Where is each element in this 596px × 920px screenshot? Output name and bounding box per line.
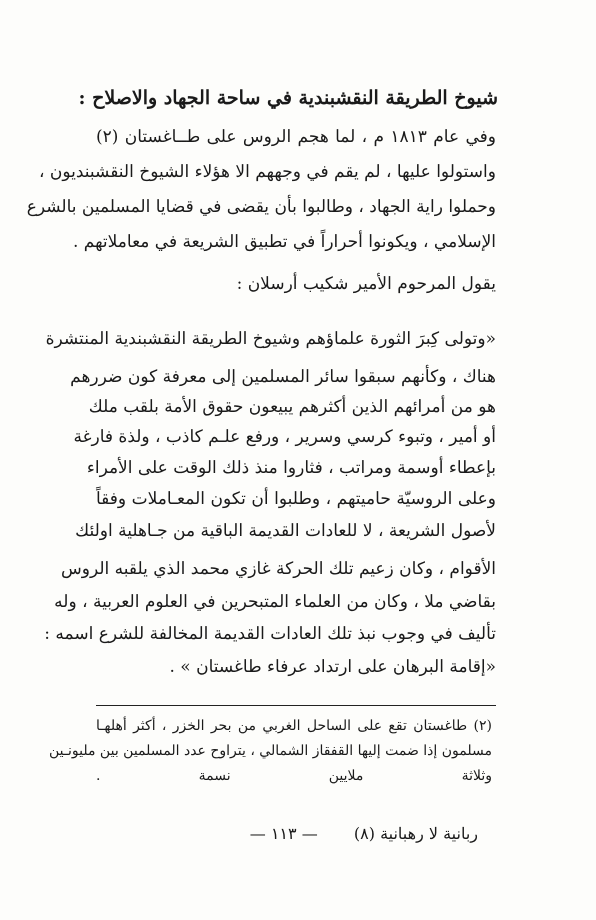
- quote-line: هو من أمرائهم الذين أكثرهم يبيعون حقوق الأمة بلقب ملك: [88, 397, 496, 417]
- book-title: ربانية لا رهبانية (٨): [353, 824, 478, 843]
- paragraph-line: وفي عام ١٨١٣ م ، لما هجم الروس على طــاغستان (٢): [96, 127, 496, 147]
- section-heading: شيوخ الطريقة النقشبندية في ساحة الجهاد والاصلاح :: [78, 87, 498, 109]
- quote-intro: يقول المرحوم الأمير شكيب أرسلان :: [236, 274, 496, 294]
- quote-line: الأقوام ، وكان زعيم تلك الحركة غازي محمد الذي يلقبه الروس: [60, 559, 496, 579]
- paragraph-line: واستولوا عليها ، لم يقم في وجههم الا هؤلاء الشيوخ النقشبنديون ،: [38, 162, 496, 182]
- paragraph-line: الإسلامي ، ويكونوا أحراراً في تطبيق الشريعة في معاملاتهم .: [72, 232, 496, 252]
- quote-line: بإعطاء أوسمة ومراتب ، فثاروا منذ ذلك الوقت على الأمراء: [86, 458, 496, 478]
- page-number: — ١١٣ —: [249, 824, 318, 843]
- quote-line: تأليف في وجوب نبذ تلك العادات القديمة المخالفة للشرع اسمه :: [44, 624, 496, 644]
- quote-line: لأصول الشريعة ، لا للعادات القديمة الباقية من جـاهلية اولئك: [75, 521, 496, 541]
- paragraph-line: وحملوا راية الجهاد ، وطالبوا بأن يقضى في قضايا المسلمين بالشرع: [26, 197, 496, 217]
- quote-line: بقاضي ملا ، وكان من العلماء المتبحرين في العلوم العربية ، وله: [54, 592, 496, 612]
- footnote-divider: [96, 705, 496, 706]
- quote-line: «وتولى كِبرَ الثورة علماؤهم وشيوخ الطريقة النقشبندية المنتشرة: [45, 329, 496, 349]
- quote-line: هناك ، وكأنهم سبقوا سائر المسلمين إلى معرفة كون ضررهم: [70, 367, 496, 387]
- quote-line: أو أمير ، وتبوء كرسي وسرير ، ورفع علـم كاذب ، ولذة فارغة: [73, 427, 496, 447]
- quote-line: «إقامة البرهان على ارتداد عرفاء طاغستان » .: [169, 657, 496, 677]
- footnote-line: (٢) طاغستان تقع على الساحل الغربي من بحر الخزر ، أكثر أهلهـا: [96, 718, 492, 734]
- footnote-line: وثلاثة ملايين نسمة .: [96, 768, 492, 784]
- page-footer: [250, 824, 478, 843]
- footnote-line: مسلمون إذا ضمت إليها القفقاز الشمالي ، يتراوح عدد المسلمين بين مليونـين: [49, 743, 492, 759]
- quote-line: وعلى الروسيّة حاميتهم ، وطلبوا أن تكون المعـاملات وفقاً: [96, 489, 496, 509]
